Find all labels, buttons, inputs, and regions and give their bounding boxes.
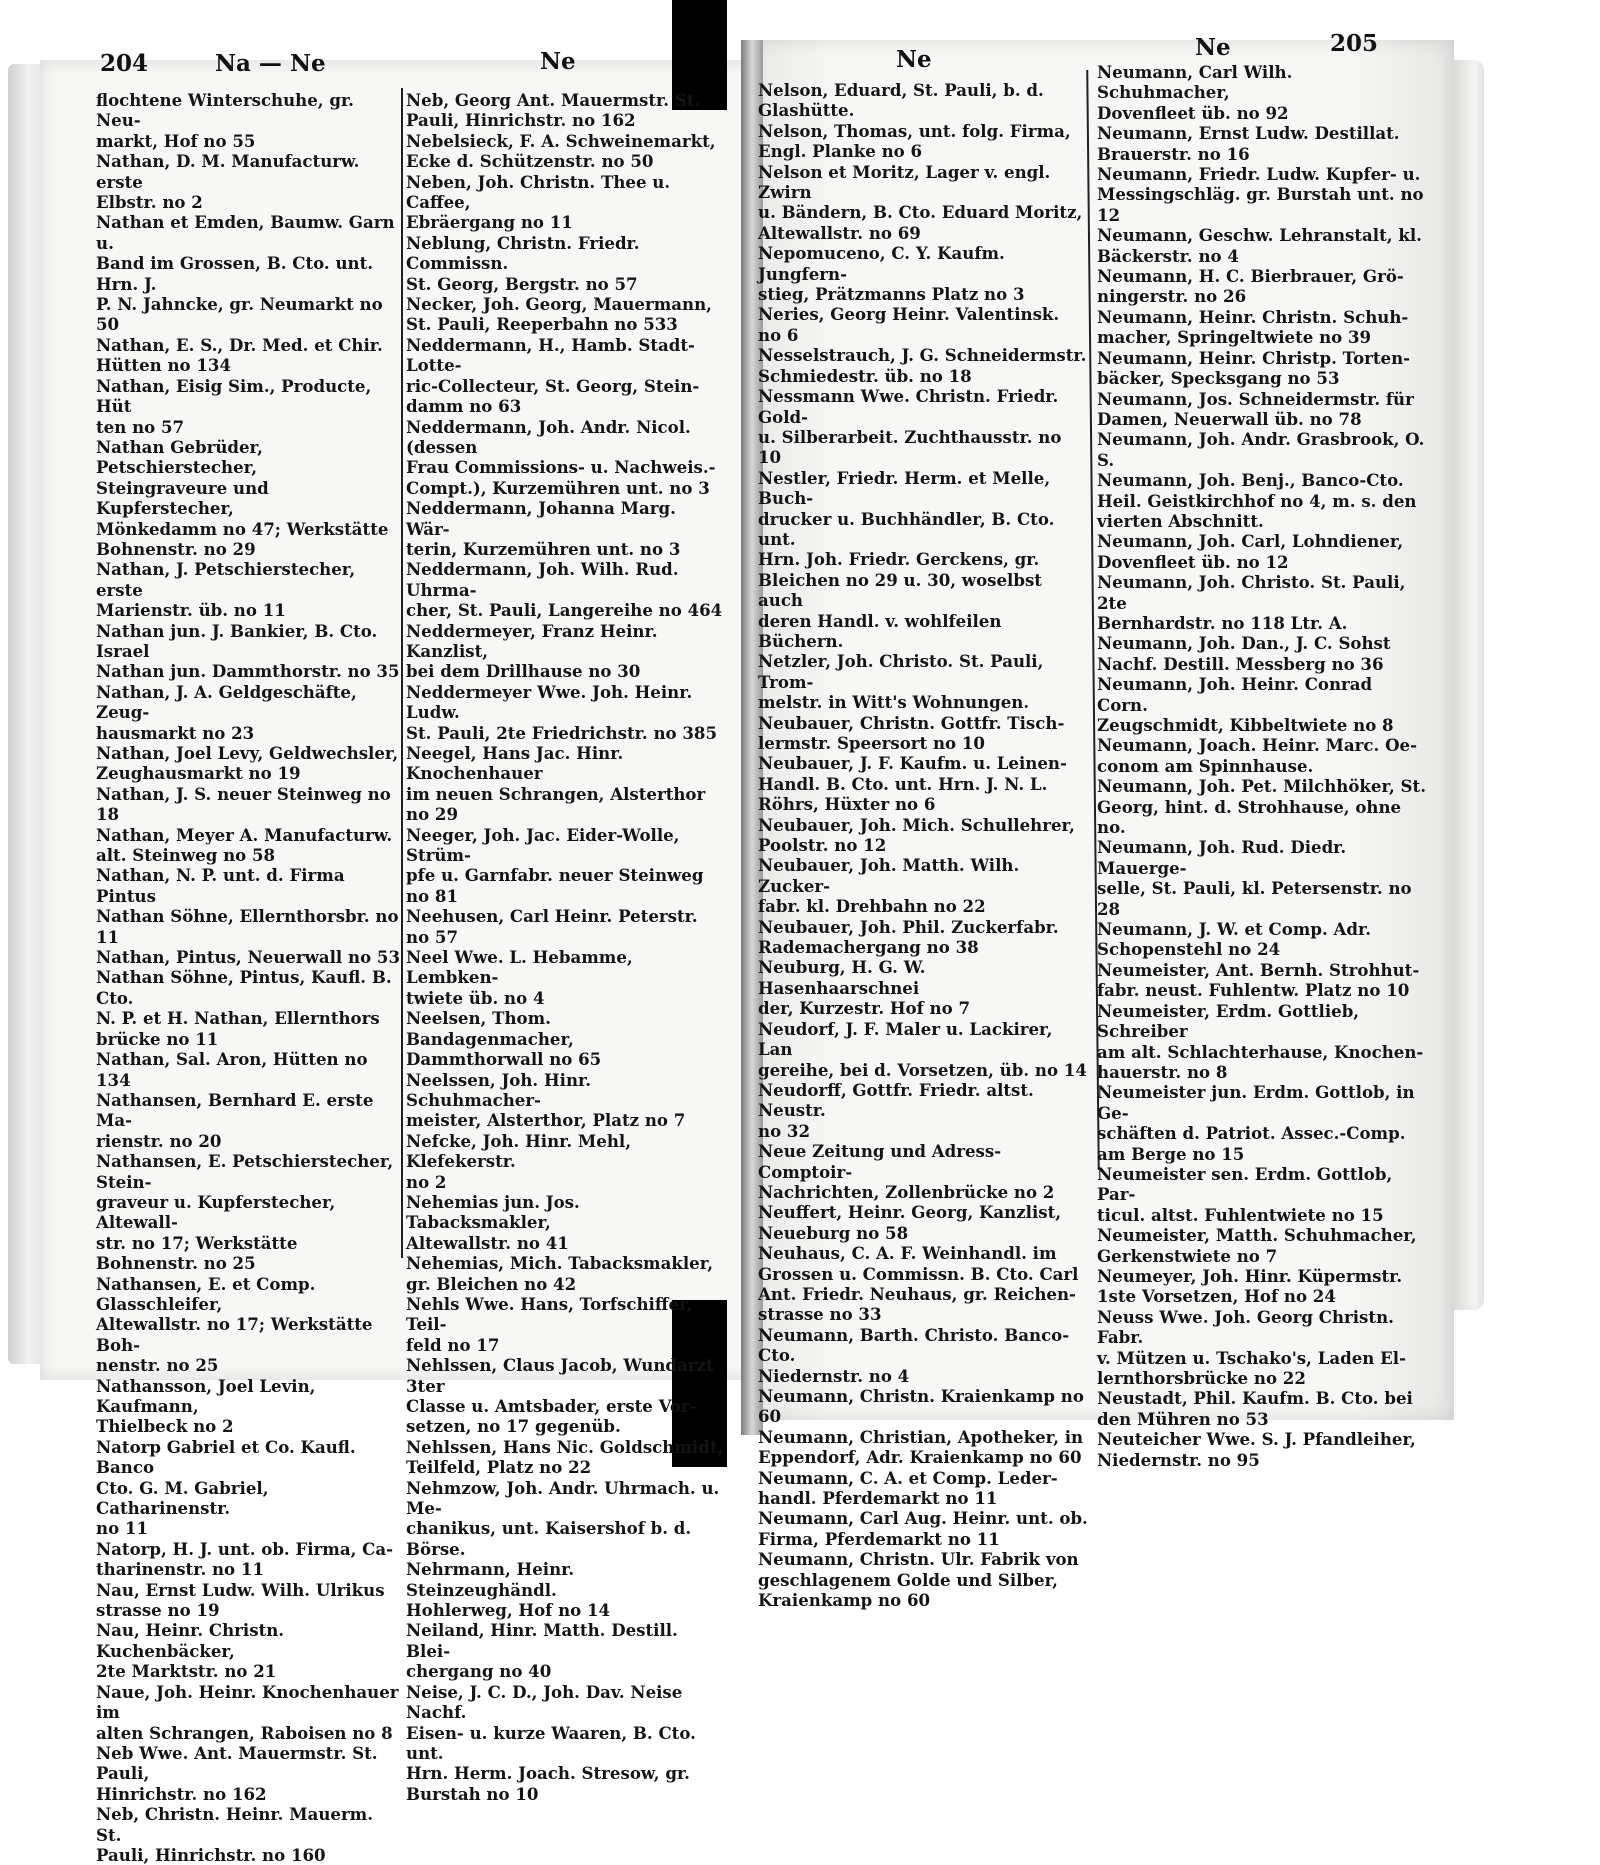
directory-entry: Nau, Ernst Ludw. Wilh. Ulrikus strasse no 19 — [96, 1579, 385, 1621]
directory-entry: Neumann, Christn. Ulr. Fabrik von geschlagenem Golde und Silber, Kraienkamp no 60 — [758, 1549, 1079, 1611]
right-page-col2 — [1097, 62, 1427, 1470]
left-page-number: 204 — [100, 50, 149, 77]
directory-entry: Nathansson, Joel Levin, Kaufmann, Thielbeck no 2 — [96, 1375, 316, 1437]
directory-entry: Neddermann, Johanna Marg. Wär- terin, Kurzemühren unt. no 3 — [406, 498, 681, 559]
directory-entry: Neddermann, Joh. Wilh. Rud. Uhrma- cher, St. Pauli, Langereihe no 464 — [406, 559, 723, 621]
directory-entry: Neumann, Carl Wilh. Schuhmacher, Dovenfleet üb. no 92 — [1097, 62, 1293, 123]
left-column-rule — [401, 88, 403, 1258]
directory-entry: Neel Wwe. L. Hebamme, Lembken- twiete üb. no 4 — [406, 947, 633, 1008]
directory-entry: Nathan jun. J. Bankier, B. Cto. Israel Nathan jun. Dammthorstr. no 35 — [96, 620, 400, 682]
directory-entry: Neegel, Hans Jac. Hinr. Knochenhauer im neuen Schrangen, Alsterthor no 29 — [406, 743, 706, 825]
directory-entry: Neubauer, Joh. Matth. Wilh. Zucker- fabr. kl. Drehbahn no 22 — [758, 855, 1020, 917]
directory-entry: Neuss Wwe. Joh. Georg Christn. Fabr. v. Mützen u. Tschako's, Laden El- lernthorsbrücke no 22 — [1097, 1306, 1406, 1388]
directory-entry: Neb, Christn. Heinr. Mauerm. St. Pauli, Hinrichstr. no 160 — [96, 1804, 374, 1865]
directory-entry: Nathansen, E. Petschierstecher, Stein- graveur u. Kupferstecher, Altewall- str. no 17; Werkstätte Bohnenstr. no 25 — [96, 1151, 394, 1274]
directory-entry: Nelson, Eduard, St. Pauli, b. d. Glashütte. — [758, 80, 1044, 121]
directory-entry: Neise, J. C. D., Joh. Dav. Neise Nachf. Eisen- u. kurze Waaren, B. Cto. unt. Hrn. Herm. Joach. Stresow, gr. Burstah no 10 — [406, 1681, 696, 1804]
directory-entry: Neumann, C. A. et Comp. Leder- handl. Pferdemarkt no 11 — [758, 1467, 1058, 1509]
directory-entry: Neumann, Geschw. Lehranstalt, kl. Bäckerstr. no 4 — [1097, 225, 1422, 266]
directory-entry: Neddermeyer, Franz Heinr. Kanzlist, bei dem Drillhause no 30 — [406, 620, 658, 682]
directory-entry: Neumann, Ernst Ludw. Destillat. Brauerstr. no 16 — [1097, 123, 1400, 164]
directory-entry: Netzler, Joh. Christo. St. Pauli, Trom- melstr. in Witt's Wohnungen. — [758, 651, 1044, 713]
directory-entry: Nathan, Joel Levy, Geldwechsler, Zeughausmarkt no 19 — [96, 743, 399, 784]
directory-entry: Neumann, Jos. Schneidermstr. für Damen, Neuerwall üb. no 78 — [1097, 388, 1414, 429]
directory-entry: Neb, Georg Ant. Mauermstr. St. Pauli, Hinrichstr. no 162 — [406, 90, 701, 131]
directory-entry: Neddermann, Joh. Andr. Nicol. (dessen Frau Commissions- u. Nachweis.- Compt.), Kurzemühren unt. no 3 — [406, 416, 716, 498]
directory-entry: Neubauer, Christn. Gottfr. Tisch- lermstr. Speersort no 10 — [758, 712, 1065, 753]
directory-entry: Nehrmann, Heinr. Steinzeughändl. Hohlerweg, Hof no 14 — [406, 1559, 611, 1621]
directory-entry: Nestler, Friedr. Herm. et Melle, Buch- drucker u. Buchhändler, B. Cto. unt. Hrn. Joh. Friedr. Gerckens, gr. Bleichen no 29 u. 30, woselbst auch deren Handl. v. wohlfeilen Büchern. — [758, 467, 1055, 651]
directory-entry: Neumann, Heinr. Christn. Schuh- macher, Springeltwiete no 39 — [1097, 306, 1409, 348]
directory-entry: Nathansen, E. et Comp. Glasschleifer, Altewallstr. no 17; Werkstätte Boh- nenstr. no 25 — [96, 1273, 373, 1376]
directory-entry: Neudorff, Gottfr. Friedr. altst. Neustr. no 32 — [758, 1079, 1034, 1141]
directory-entry: Nehls Wwe. Hans, Torfschiffer, Teil- feld no 17 — [406, 1293, 693, 1355]
directory-entry: Neben, Joh. Christn. Thee u. Caffee, Ebräergang no 11 — [406, 171, 671, 233]
right-page-column-letters-2: Ne — [1195, 34, 1231, 61]
directory-entry: Nathan, N. P. unt. d. Firma Pintus Nathan Söhne, Ellernthorsbr. no 11 — [96, 865, 399, 947]
directory-entry: Nehemias, Mich. Tabacksmakler, gr. Bleichen no 42 — [406, 1253, 714, 1294]
directory-entry: Neumann, Joh. Heinr. Conrad Corn. Zeugschmidt, Kibbeltwiete no 8 — [1097, 674, 1394, 735]
directory-entry: Neumann, Carl Aug. Heinr. unt. ob. Firma, Pferdemarkt no 11 — [758, 1508, 1088, 1549]
directory-entry: Nepomuceno, C. Y. Kaufm. Jungfern- stieg, Prätzmanns Platz no 3 — [758, 243, 1025, 305]
directory-entry: Neumann, Friedr. Ludw. Kupfer- u. Messingschläg. gr. Burstah unt. no 12 — [1097, 164, 1424, 225]
directory-entry: Neumann, Barth. Christo. Banco-Cto. Niedernstr. no 4 — [758, 1324, 1070, 1386]
directory-entry: Neue Zeitung und Adress-Comptoir- Nachrichten, Zollenbrücke no 2 — [758, 1141, 1055, 1202]
directory-entry: Nessmann Wwe. Christn. Friedr. Gold- u. Silberarbeit. Zuchthausstr. no 10 — [758, 386, 1062, 468]
directory-entry: Neumann, Joh. Rud. Diedr. Mauerge- selle, St. Pauli, kl. Petersenstr. no 28 — [1097, 837, 1412, 919]
directory-entry: Nau, Heinr. Christn. Kuchenbäcker, 2te Marktstr. no 21 — [96, 1620, 285, 1682]
directory-entry: Nathan et Emden, Baumw. Garn u. Band im Grossen, B. Cto. unt. Hrn. J. P. N. Jahncke, gr. Neumarkt no 50 — [96, 212, 395, 335]
directory-entry: Necker, Joh. Georg, Mauermann, St. Pauli, Reeperbahn no 533 — [406, 294, 712, 335]
directory-entry: Neumann, Joh. Pet. Milchhöker, St. Georg, hint. d. Strohhause, ohne no. — [1097, 776, 1426, 838]
directory-entry: Nathan, Eisig Sim., Producte, Hüt ten no 57 — [96, 375, 372, 437]
directory-entry: Neumann, Joh. Andr. Grasbrook, O. S. — [1097, 429, 1425, 470]
directory-entry: Neumeister, Matth. Schuhmacher, Gerkenstwiete no 7 — [1097, 1225, 1417, 1266]
directory-entry: Neeger, Joh. Jac. Eider-Wolle, Strüm- pfe u. Garnfabr. neuer Steinweg no 81 — [406, 824, 704, 906]
directory-entry: Neumann, Christian, Apotheker, in Eppendorf, Adr. Kraienkamp no 60 — [758, 1426, 1084, 1468]
directory-entry: Neuhaus, C. A. F. Weinhandl. im Grossen u. Commissn. B. Cto. Carl Ant. Friedr. Neuhaus, gr. Reichen- strasse no 33 — [758, 1243, 1079, 1325]
directory-entry: Nathan, D. M. Manufacturw. erste Elbstr. no 2 — [96, 151, 360, 213]
right-page-number: 205 — [1330, 30, 1379, 57]
directory-entry: Nathan, J. S. neuer Steinweg no 18 — [96, 783, 391, 825]
directory-entry: Nebelsieck, F. A. Schweinemarkt, Ecke d. Schützenstr. no 50 — [406, 130, 716, 172]
directory-entry: Neubauer, J. F. Kaufm. u. Leinen- Handl. B. Cto. unt. Hrn. J. N. L. Röhrs, Hüxter no 6 — [758, 753, 1067, 815]
directory-entry: Nehmzow, Joh. Andr. Uhrmach. u. Me- chanikus, unt. Kaisershof b. d. Börse. — [406, 1477, 720, 1559]
directory-entry: Neumann, Joh. Benj., Banco-Cto. Heil. Geistkirchhof no 4, m. s. den vierten Abschnitt. — [1097, 470, 1417, 531]
directory-entry: Nehlssen, Hans Nic. Goldschmidt, Teilfeld, Platz no 22 — [406, 1436, 724, 1478]
directory-entry: Neumeister, Erdm. Gottlieb, Schreiber am alt. Schlachterhause, Knochen- hauerstr. no 8 — [1097, 1000, 1424, 1082]
directory-entry: Neuffert, Heinr. Georg, Kanzlist, Neueburg no 58 — [758, 1202, 1062, 1243]
directory-entry: Neumann, Joh. Carl, Lohndiener, Dovenfleet üb. no 12 — [1097, 531, 1404, 572]
directory-entry: Neumann, Joh. Dan., J. C. Sohst Nachf. Destill. Messberg no 36 — [1097, 633, 1391, 674]
directory-entry: Neumann, J. W. et Comp. Adr. Schopenstehl no 24 — [1097, 919, 1371, 960]
directory-entry: Nathan, J. Petschierstecher, erste Marienstr. üb. no 11 — [96, 559, 356, 621]
directory-entry: Neubauer, Joh. Phil. Zuckerfabr. Rademachergang no 38 — [758, 916, 1059, 958]
right-page-col1 — [758, 80, 1088, 1610]
directory-entry: Neustadt, Phil. Kaufm. B. Cto. bei den Mühren no 53 — [1097, 1388, 1413, 1429]
directory-entry: Nathan, E. S., Dr. Med. et Chir. Hütten no 134 — [96, 334, 383, 376]
directory-entry: Nathan, Meyer A. Manufacturw. alt. Steinweg no 58 — [96, 824, 393, 866]
directory-entry: Neries, Georg Heinr. Valentinsk. no 6 — [758, 304, 1060, 345]
left-page-column-letters: Ne — [540, 48, 576, 75]
left-page-col2 — [406, 90, 724, 1804]
directory-entry: Neb Wwe. Ant. Mauermstr. St. Pauli, Hinrichstr. no 162 — [96, 1742, 378, 1804]
directory-entry: Nathansen, Bernhard E. erste Ma- rienstr. no 20 — [96, 1089, 374, 1151]
directory-entry: Neumeister sen. Erdm. Gottlob, Par- ticul. altst. Fuhlentwiete no 15 — [1097, 1163, 1393, 1225]
directory-entry: Neiland, Hinr. Matth. Destill. Blei- chergang no 40 — [406, 1620, 678, 1682]
directory-entry: Neudorf, J. F. Maler u. Lackirer, Lan gereihe, bei d. Vorsetzen, üb. no 14 — [758, 1018, 1087, 1080]
directory-entry: Neumeister jun. Erdm. Gottlob, in Ge- schäften d. Patriot. Assec.-Comp. am Berge no 15 — [1097, 1082, 1415, 1164]
directory-entry: Nathan, Sal. Aron, Hütten no 134 — [96, 1049, 368, 1090]
directory-entry: Nehlssen, Claus Jacob, Wundarzt 3ter Classe u. Amtsbader, erste Vor- setzen, no 17 gegenüb. — [406, 1355, 714, 1437]
directory-entry: Neumann, Joh. Christo. St. Pauli, 2te Bernhardstr. no 118 Ltr. A. — [1097, 572, 1406, 633]
directory-entry: Neuburg, H. G. W. Hasenhaarschnei der, Kurzestr. Hof no 7 — [758, 957, 970, 1019]
directory-entry: Neumann, Joach. Heinr. Marc. Oe- conom am Spinnhause. — [1097, 735, 1417, 776]
directory-entry: Natorp Gabriel et Co. Kaufl. Banco Cto. G. M. Gabriel, Catharinenstr. no 11 — [96, 1436, 356, 1539]
directory-entry: Naue, Joh. Heinr. Knochenhauer im alten Schrangen, Raboisen no 8 — [96, 1681, 399, 1743]
directory-entry: Nelson, Thomas, unt. folg. Firma, Engl. Planke no 6 — [758, 120, 1071, 162]
right-page-column-letters: Ne — [896, 46, 932, 73]
directory-entry: Neelsen, Thom. Bandagenmacher, Dammthorwall no 65 — [406, 1008, 602, 1070]
directory-entry: Nathan, J. A. Geldgeschäfte, Zeug- hausmarkt no 23 — [96, 681, 357, 743]
directory-entry: Neddermeyer Wwe. Joh. Heinr. Ludw. St. Pauli, 2te Friedrichstr. no 385 — [406, 681, 717, 743]
directory-entry: Neumeister, Ant. Bernh. Strohhut- fabr. neust. Fuhlentw. Platz no 10 — [1097, 959, 1420, 1001]
directory-entry: Nesselstrauch, J. G. Schneidermstr. Schmiedestr. üb. no 18 — [758, 345, 1087, 386]
directory-entry: Neblung, Christn. Friedr. Commissn. St. Georg, Bergstr. no 57 — [406, 232, 640, 294]
directory-entry: Neuteicher Wwe. S. J. Pfandleiher, Niedernstr. no 95 — [1097, 1429, 1416, 1470]
directory-entry: Neddermann, H., Hamb. Stadt-Lotte- ric-Collecteur, St. Georg, Stein- damm no 63 — [406, 334, 700, 417]
directory-entry: Neelssen, Joh. Hinr. Schuhmacher- meister, Alsterthor, Platz no 7 — [406, 1069, 686, 1131]
directory-entry: Nathan, Pintus, Neuerwall no 53 — [96, 947, 401, 968]
directory-entry: Nehemias jun. Jos. Tabacksmakler, Altewallstr. no 41 — [406, 1191, 580, 1253]
directory-entry: Neehusen, Carl Heinr. Peterstr. no 57 — [406, 906, 698, 947]
directory-entry: Neumann, Christn. Kraienkamp no 60 — [758, 1386, 1084, 1427]
book-edge-left — [8, 64, 42, 1364]
left-page-range: Na — Ne — [215, 50, 326, 77]
directory-entry: flochtene Winterschuhe, gr. Neu- markt, Hof no 55 — [96, 90, 354, 151]
directory-entry: Nefcke, Joh. Hinr. Mehl, Klefekerstr. no 2 — [406, 1130, 632, 1192]
directory-entry: Neumann, H. C. Bierbrauer, Grö- ningerstr. no 26 — [1097, 266, 1404, 307]
directory-entry: Neumeyer, Joh. Hinr. Küpermstr. 1ste Vorsetzen, Hof no 24 — [1097, 1265, 1403, 1307]
directory-entry: Nelson et Moritz, Lager v. engl. Zwirn u. Bändern, B. Cto. Eduard Moritz, Altewallstr. no 69 — [758, 161, 1083, 243]
directory-entry: Neumann, Heinr. Christp. Torten- bäcker, Specksgang no 53 — [1097, 347, 1411, 389]
directory-entry: Neubauer, Joh. Mich. Schullehrer, Poolstr. no 12 — [758, 814, 1075, 856]
left-page-col1 — [96, 90, 401, 1865]
book-edge-right — [1454, 60, 1484, 1310]
directory-entry: Natorp, H. J. unt. ob. Firma, Ca- tharinenstr. no 11 — [96, 1538, 394, 1580]
directory-entry: Nathan Söhne, Pintus, Kaufl. B. Cto. N. P. et H. Nathan, Ellernthors brücke no 11 — [96, 967, 392, 1049]
directory-entry: Nathan Gebrüder, Petschierstecher, Steingraveure und Kupferstecher, Mönkedamm no 47; Werkstätte Bohnenstr. no 29 — [96, 436, 389, 559]
